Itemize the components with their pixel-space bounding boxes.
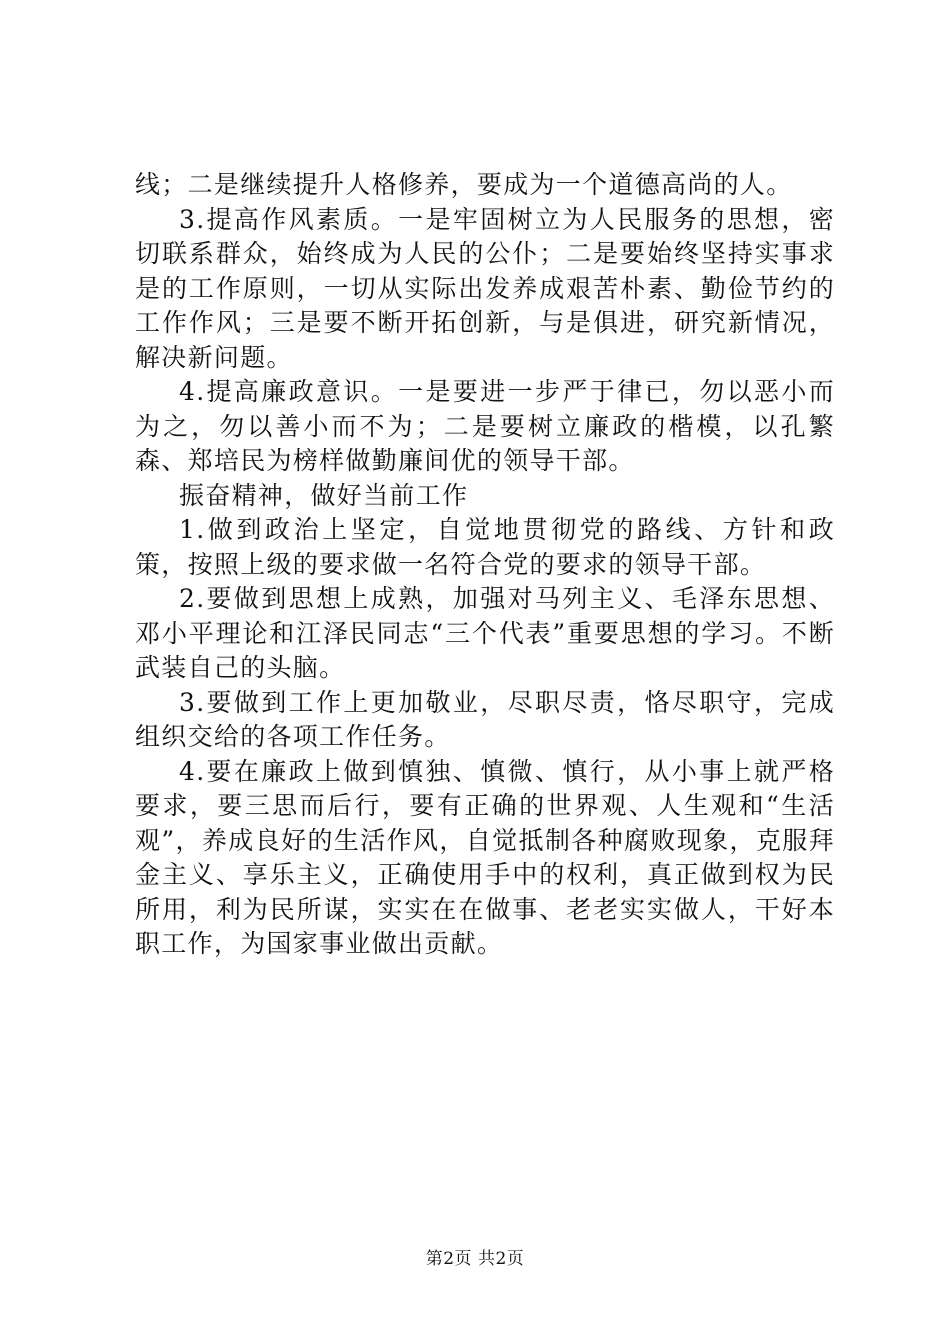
paragraph-integrity-awareness: 4.提高廉政意识。一是要进一步严于律已，勿以恶小而为之，勿以善小而不为；二是要树立廉政的楷模，以孔繁森、郑培民为榜样做勤廉间优的领导干部。 — [135, 377, 835, 475]
section-heading: 振奋精神，做好当前工作 — [179, 480, 469, 510]
paragraph-work-dedication: 3.要做到工作上更加敬业，尽职尽责，恪尽职守，完成组织交给的各项工作任务。 — [135, 687, 835, 751]
paragraph-political-firmness: 1.做到政治上坚定，自觉地贯彻党的路线、方针和政策，按照上级的要求做一名符合党的要求的领导干部。 — [135, 515, 835, 579]
paragraph-continuation: 线；二是继续提升人格修养，要成为一个道德高尚的人。 — [135, 170, 793, 199]
paragraph-clean-governance: 4.要在廉政上做到慎独、慎微、慎行，从小事上就严格要求，要三思而后行，要有正确的世界观、人生观和“生活观”，养成良好的生活作风，自觉抵制各种腐败现象，克服拜金主义、享乐主义，正确使用手中的权利，真正做到权为民所用，利为民所谋，实实在在做事、老老实实做人，干好本职工作，为国家事业做出贡献。 — [135, 756, 835, 958]
paragraph-ideological-maturity: 2.要做到思想上成熟，加强对马列主义、毛泽东思想、邓小平理论和江泽民同志“三个代表”重要思想的学习。不断武装自己的头脑。 — [135, 584, 835, 682]
page-number-footer: 第2页 共2页 — [425, 1249, 525, 1269]
document-body — [135, 168, 835, 962]
paragraph-work-style: 3.提高作风素质。一是牢固树立为人民服务的思想，密切联系群众，始终成为人民的公仆；二是要始终坚持实事求是的工作原则，一切从实际出发养成艰苦朴素、勤俭节约的工作作风；三是要不断开拓创新，与是俱进，研究新情况，解决新问题。 — [135, 204, 835, 372]
